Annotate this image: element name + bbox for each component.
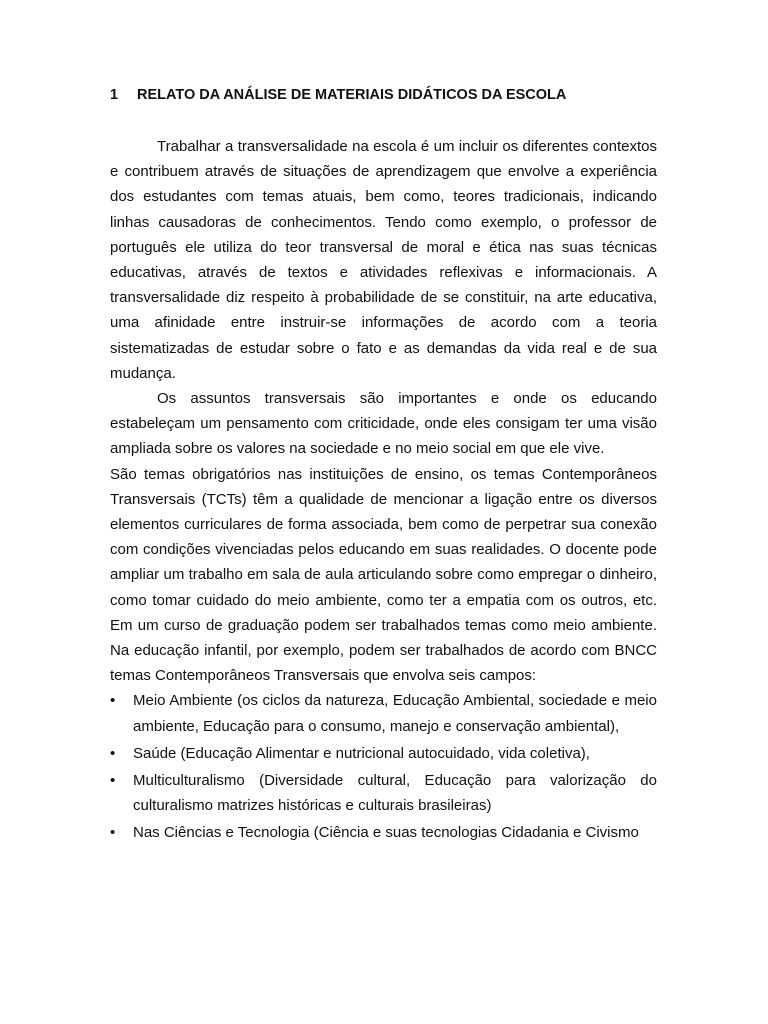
list-item [110,688,657,738]
list-item-text: Saúde (Educação Alimentar e nutricional autocuidado, vida coletiva), [133,744,590,762]
list-item [110,820,657,845]
bullet-icon: • [110,692,116,710]
list-item-text: Nas Ciências e Tecnologia (Ciência e suas tecnologias Cidadania e Civismo [133,824,639,842]
list-item [110,768,657,818]
list-item [110,741,657,766]
paragraph: São temas obrigatórios nas instituições de ensino, os temas Contemporâneos Transversais (TCTs) têm a qualidade de mencionar a ligação entre os diversos elementos curriculares de forma associada, bem como de perpetrar sua conexão com condições vivenciadas pelos educando em suas realidades. O docente pode ampliar um trabalho em sala de aula articulando sobre como empregar o dinheiro, como tomar cuidado do meio ambiente, como ter a empatia com os outros, etc. Em um curso de graduação podem ser trabalhados temas como meio ambiente. Na educação infantil, por exemplo, podem ser trabalhados de acordo com BNCC temas Contemporâneos Transversais que envolva seis campos: [110,465,657,685]
list-item-text: Multiculturalismo (Diversidade cultural, Educação para valorização do culturalismo matrizes históricas e culturais brasileiras) [133,772,657,815]
bullet-icon: • [110,824,116,842]
section-number: 1 [110,87,119,103]
bullet-list [110,688,657,845]
paragraph: Os assuntos transversais são importantes e onde os educando estabeleçam um pensamento com criticidade, onde eles consigam ter uma visão ampliada sobre os valores na sociedade e no meio social em que ele vive. [110,390,657,458]
bullet-icon: • [110,772,116,790]
document-body [110,134,657,848]
section-heading [110,85,670,105]
list-item-text: Meio Ambiente (os ciclos da natureza, Educação Ambiental, sociedade e meio ambiente, Educação para o consumo, manejo e conservação ambiental), [133,692,657,735]
paragraph: Trabalhar a transversalidade na escola é um incluir os diferentes contextos e contribuem através de situações de aprendizagem que envolve a experiência dos estudantes com temas atuais, bem como, teores tradicionais, indicando linhas causadoras de conhecimentos. Tendo como exemplo, o professor de português ele utiliza do teor transversal de moral e ética nas suas técnicas educativas, através de textos e atividades reflexivas e informacionais. A transversalidade diz respeito à probabilidade de se constituir, na arte educativa, uma afinidade entre instruir-se informações de acordo com a teoria sistematizadas de estudar sobre o fato e as demandas da vida real e de sua mudança. [110,138,657,382]
bullet-icon: • [110,744,116,762]
section-title: RELATO DA ANÁLISE DE MATERIAIS DIDÁTICOS DA ESCOLA [137,87,567,103]
